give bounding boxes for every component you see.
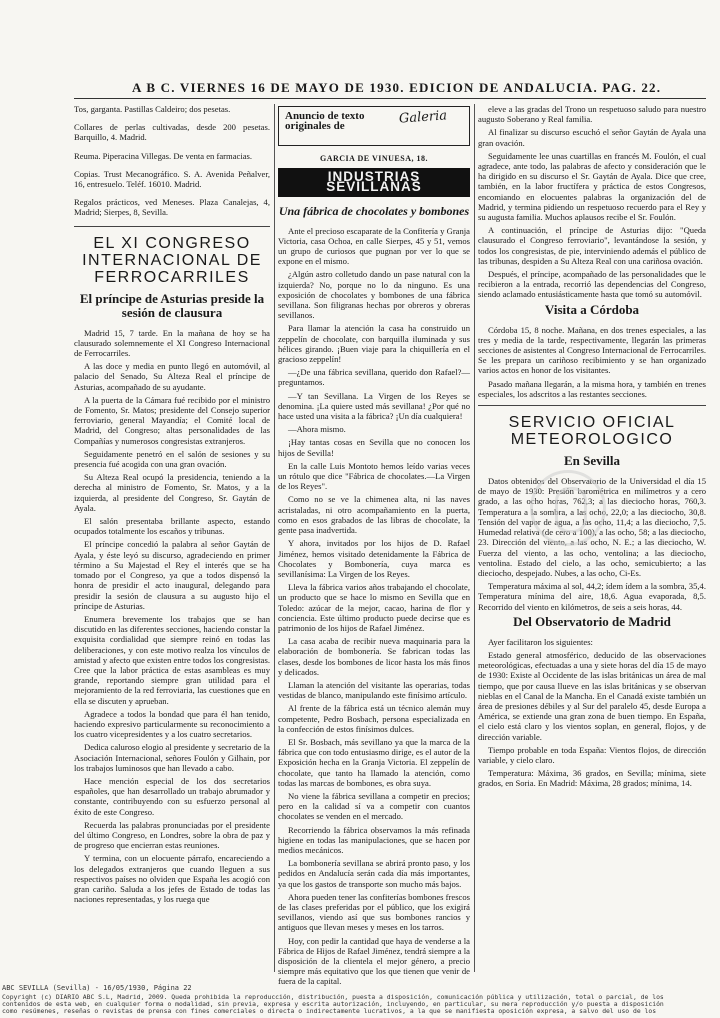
paragraph: Pasado mañana llegarán, a la misma hora, y también en trenes especiales, los adscritos a las restantes secciones. bbox=[478, 378, 706, 399]
paragraph: Para llamar la atención la casa ha construido un zeppelín de chocolate, con barquilla iluminada y sus hélices girando. ¡Buen viaje para la chiquillería en el gracioso zeppelín! bbox=[278, 323, 470, 365]
footer-copyright-line: contenidos de esta web, en cualquier forma o modalidad, sin previa, expresa y escrita autorización, incluyendo, en particular, su mera reproducción y/o puesta a disposición bbox=[2, 1000, 664, 1008]
divider bbox=[478, 405, 706, 406]
paragraph: Hace mención especial de los dos secretarios españoles, que han desarrollado un trabajo abrumador y constante, contribuyendo con su esfuerzo personal al éxito de este Congreso. bbox=[74, 775, 270, 817]
paragraph: No viene la fábrica sevillana a competir en precios; pero en la calidad sí va a competir con cuantos chocolates se venden en el mercado. bbox=[278, 790, 470, 822]
footer-source: ABC SEVILLA (Sevilla) - 16/05/1930, Página 22 bbox=[2, 984, 192, 992]
paragraph: Enumera brevemente los trabajos que se han discutido en las diferentes secciones, haciendo constar la exquisita cordialidad que siempre reinó en todas las deliberaciones, y con este motivo realza los vínculos de amistad y afecto que existen entre todos los congresistas. Cree que la labor práctica de estas asambleas es muy grande, reportando siempre gran utilidad para el mejoramiento de la red ferroviaria, las cuestiones que en ella se discuten y aprueban. bbox=[74, 613, 270, 706]
paragraph: Seguidamente penetró en el salón de sesiones y su presencia fué acogida con una gran ovación. bbox=[74, 448, 270, 470]
column-3 bbox=[478, 104, 706, 974]
paragraph: Agradece a todos la bondad que para él han tenido, haciendo expresivo particularmente su reconocimiento a los cuatro vicepresidentes y a los cuatro secretarios. bbox=[74, 708, 270, 740]
article-subtitle-madrid: Del Observatorio de Madrid bbox=[513, 613, 671, 629]
paragraph: Al finalizar su discurso escuchó el señor Gaytán de Ayala una gran ovación. bbox=[478, 127, 706, 148]
advert-line-2: originales de bbox=[285, 120, 345, 133]
paragraph: Hoy, con pedir la cantidad que haya de venderse a la Fábrica de Hijos de Rafael Jiménez, tendrá siempre a la disposición de la clientela el mejor género, a precio siempre más equitativo que los que tienen que venir de fuera de la capital. bbox=[278, 935, 470, 987]
paragraph: A continuación, el príncipe de Asturias dijo: "Queda clausurado el Congreso ferroviario", levantándose la sesión, y todos los congresistas, de pie, interviniendo además el público de las tribunas, despiden a Su Alteza Real con una cariñosa ovación. bbox=[478, 225, 706, 266]
paragraph: La bombonería sevillana se abrirá pronto paso, y los pedidos en Andalucía serán cada día más importantes, ya que los gastos de transporte son mucho más bajos. bbox=[278, 858, 470, 889]
paragraph: El Sr. Bosbach, más sevillano ya que la marca de la fábrica que con todo entusiasmo dirige, es el autor de la Exposición hecha en la Granja Victoria. El zeppelín de chocolate, que tanto ha llamado la atención, como todas las marcas de bombones, es obra suya. bbox=[278, 736, 470, 788]
footer-copyright-line: como resúmenes, reseñas o revistas de prensa con fines comerciales o directa o indirectamente lucrativos, a la que se manifiesta oposición expresa, a salvo del uso de los bbox=[2, 1007, 657, 1015]
paragraph: Dedica caluroso elogio al presidente y secretario de la Asociación Internacional, señores Foulón y Gilhain, por los trabajos luminosos que han llevado a cabo. bbox=[74, 742, 270, 773]
paragraph: Como no se ve la chimenea alta, ni las naves acristaladas, ni otro acompañamiento en la puerta, como en esos grabados de las libras de chocolate, la gente pasa inadvertida. bbox=[278, 494, 470, 536]
advert-line-1: Anuncio de texto bbox=[285, 110, 365, 122]
classified-ad: Tos, garganta. Pastillas Caldeiro; dos pesetas. bbox=[74, 104, 231, 114]
masthead-rule bbox=[74, 98, 706, 99]
paragraph: Datos obtenidos del Observatorio de la Universidad el día 15 de mayo de 1930: Presión barométrica en milímetros y a cero grado, a las ocho horas, 762,3; a las dieciocho horas, 760,3. Temperatura a la sombra, a las ocho, 22,0; a las dieciocho, 30,8. Tensión del vapor de agua, a las ocho, 11,4; a las dieciocho, 7,5. Humedad relativa (de cero a 100), a las ocho, 58; a las dieciocho, 23. Dirección del viento, a las ocho, N. E.; a las dieciocho, W. Fuerza del viento, a las ocho, ventolina; a las dieciocho, ventolina. Estado del cielo, a las ocho, semicubierto; a las dieciocho, despejado. Nubes, a las ocho, Ci-Es. bbox=[478, 476, 706, 578]
paragraph: A las doce y media en punto llegó en automóvil, al palacio del Senado, Su Alteza Real el príncipe de Asturias, acompañado de su ayudante. bbox=[74, 361, 270, 392]
article-subtitle-chocolates: Una fábrica de chocolates y bombones bbox=[278, 203, 470, 218]
article-subtitle-congreso: El príncipe de Asturias preside la sesión de clausura bbox=[79, 290, 265, 320]
paragraph: Ante el precioso escaparate de la Confitería y Granja Victoria, casa Ochoa, en calle Sierpes, 45 y 51, vemos un grupo de curiosos que pugnan por ver lo que se expone en el mismo. bbox=[278, 225, 470, 267]
paragraph: El príncipe concedió la palabra al señor Gaytán de Ayala, y éste leyó su discurso, agradeciendo en primer término a Su Majestad el Rey el interés que se ha tomado por el Congreso, ya que a todos dispensó la honra de presidir el acto inaugural, delegando para presidir la sesión de clausura a su augusto hijo el príncipe de Asturias. bbox=[74, 539, 270, 611]
paragraph: En la calle Luis Montoto hemos leído varias veces un rótulo que dice "Fábrica de chocolates.—La Virgen de los Reyes". bbox=[278, 460, 470, 492]
paragraph: Su Alteza Real ocupó la presidencia, teniendo a la derecha al ministro de Fomento, Sr. Matos, y a la izquierda, al presidente del Congreso, Sr. Gaytán de Ayala. bbox=[74, 472, 270, 513]
paragraph: Ahora pueden tener las confiterías bombones frescos de las clases preferidas por el público, que los exigirá sevillanos, viendo así que sus bombones rancios y antiguos que llevan meses y meses en los tarros. bbox=[278, 891, 470, 933]
advert-box bbox=[278, 106, 470, 146]
paragraph: A la puerta de la Cámara fué recibido por el ministro de Fomento, Sr. Matos; presidente del Consejo superior ferroviario, general Mayandía; el Comité local de Madrid, del Congreso; altas personalidades de las Compañías y numerosos congresistas extranjeros. bbox=[74, 394, 270, 446]
article-title-congreso: EL XI CONGRESO INTERNACIONAL DE FERROCARRILES bbox=[82, 234, 262, 286]
paragraph: Estado general atmosférico, deducido de las observaciones meteorológicas, efectuadas a una y siete horas del día 15 de mayo de 1930: Existe al Occidente de las islas británicas un área de mal tiempo, que por causa llueve en las islas británicas y se observan nieblas en el Canal de la Mancha. En el Canadá existe también un área de presiones débiles y al Sur del paralelo 45, desde Europa a América, se extiende una gran zona de buen tiempo. En España, el cielo está claro y los vientos soplan, en general, flojos, y de dirección variable. bbox=[478, 649, 706, 742]
article-subtitle-sevilla: En Sevilla bbox=[564, 453, 620, 469]
classified-ad: Reuma. Piperacina Villegas. De venta en farmacias. bbox=[74, 150, 253, 161]
paragraph: Madrid 15, 7 tarde. En la mañana de hoy se ha clausurado solemnemente el XI Congreso Internacional de Ferrocarriles. bbox=[74, 327, 270, 359]
paragraph: Al frente de la fábrica está un técnico alemán muy competente, Pedro Bosbach, persona especializada en la confección de estos finísimos dulces. bbox=[278, 703, 470, 734]
paragraph: La casa acaba de recibir nueva maquinaria para la elaboración de bombonería. Se fabrican todas las clases, desde los bombones de licor hasta los más finos y delicados. bbox=[278, 636, 470, 677]
paragraph: Recuerda las palabras pronunciadas por el presidente del último Congreso, en Londres, sobre la obra de paz y de progreso que encierran estas reuniones. bbox=[74, 819, 270, 851]
paragraph: Seguidamente lee unas cuartillas en francés M. Foulón, el cual agradece, ante todo, las palabras de afecto y consideración que le ha dirigido en su discurso el Sr. Gaytán de Ayala. Dice que cree, también, en la labor fructífera y práctica de estos Congresos, encomiando en elocuentes palabras la organización del de Madrid, y termina pidiendo un respetuoso recuerdo para el Rey y su augusta familia. Muchos aplausos recibe el Sr. Foulón. bbox=[478, 150, 706, 223]
paragraph: Después, el príncipe, acompañado de las personalidades que le recibieron a la entrada, recorrió las dependencias del Congreso, siendo aclamado entusiásticamente hasta que tomó su automóvil. bbox=[478, 269, 706, 300]
classified-ad: Regalos prácticos, ved Meneses. Plaza Canalejas, 4, Madrid; Sierpes, 8, Sevilla. bbox=[74, 197, 270, 218]
column-2 bbox=[278, 104, 470, 987]
footer-copyright-line: Copyright (c) DIARIO ABC S.L, Madrid, 2009. Queda prohibida la reproducción, distribución, puesta a disposición, comunicación pública y utilización, total o parcial, de los bbox=[2, 993, 664, 1001]
watermark-seal bbox=[530, 470, 606, 546]
paragraph: Tiempo probable en toda España: Vientos flojos, de dirección variable, y cielo claro. bbox=[478, 744, 706, 765]
column-rule bbox=[474, 104, 475, 972]
divider bbox=[74, 226, 270, 227]
paragraph: ¿Algún astro colletudo dando un pase natural con la izquierda? No, porque no lo da ninguno. Es una exposición de chocolates y bombones de una fábrica sevillana. Son filigranas hechas por obreros y obreras sevillanos. bbox=[278, 269, 470, 321]
paragraph: —Y tan Sevillana. La Virgen de los Reyes se denomina. ¡La quiere usted más sevillana! ¿Por qué no hace usted una visita a la fábrica? ¡Un día cualquiera! bbox=[278, 390, 470, 422]
paragraph: Llaman la atención del visitante las operarias, todas vestidas de blanco, manipulando este finísimo artículo. bbox=[278, 679, 470, 701]
advert-signature: Galeria bbox=[398, 108, 448, 127]
classified-ad: Collares de perlas cultivadas, desde 200 pesetas. Barquillo, 4. Madrid. bbox=[74, 122, 270, 143]
paragraph: Y ahora, invitados por los hijos de D. Rafael Jiménez, hemos visitado detenidamente la Fábrica de Chocolates y Bombonería, cuya marca es sevillanísima: La Virgen de los Reyes. bbox=[278, 538, 470, 579]
paragraph: Córdoba 15, 8 noche. Mañana, en dos trenes especiales, a las tres y media de la tarde, respectivamente, llegarán las primeras secciones de asistentes al Congreso Internacional de Ferrocarriles. Se les prepara un cariñoso recibimiento y se han organizado varios actos en honor de los visitantes. bbox=[478, 324, 706, 376]
article-title-cordoba: Visita a Córdoba bbox=[544, 301, 640, 317]
column-rule bbox=[274, 104, 275, 972]
section-banner-industrias: INDUSTRIAS SEVILLANAS bbox=[278, 168, 470, 196]
article-title-meteorologico: SERVICIO OFICIAL METEOROLOGICO bbox=[508, 414, 676, 449]
paragraph: ¡Hay tantas cosas en Sevilla que no conocen los hijos de Sevilla! bbox=[278, 437, 470, 458]
paragraph: Temperatura: Máxima, 36 grados, en Sevilla; mínima, siete grados, en Soria. En Madrid: Máxima, 28 grados; mínima, 14. bbox=[478, 768, 706, 789]
paragraph: —Ahora mismo. bbox=[288, 424, 346, 435]
paragraph: Ayer facilitaron los siguientes: bbox=[488, 636, 593, 647]
column-1 bbox=[74, 104, 270, 974]
paragraph: Lleva la fábrica varios años trabajando el chocolate, un producto que se hace lo mismo en Sevilla que en Toledo: azúcar de la mejor, cacao, harina de flor y conciencia. Este último producto puede decirse que es patrimonio de los hijos de Rafael Jiménez. bbox=[278, 582, 470, 633]
advert-address: GARCIA DE VINUESA, 18. bbox=[320, 154, 428, 163]
paragraph: —¿De una fábrica sevillana, querido don Rafael?—preguntamos. bbox=[278, 367, 470, 388]
paragraph: El salón presentaba brillante aspecto, estando ocupados totalmente los escaños y tribunas. bbox=[74, 516, 270, 537]
classified-ad: Copias. Trust Mecanográfico. S. A. Avenida Peñalver, 16, entresuelo. Teléf. 16010. Madrid. bbox=[74, 168, 270, 190]
masthead: A B C. VIERNES 16 DE MAYO DE 1930. EDICION DE ANDALUCIA. PAG. 22. bbox=[132, 80, 662, 95]
paragraph: eleve a las gradas del Trono un respetuoso saludo para nuestro augusto Soberano y Real familia. bbox=[478, 104, 706, 125]
paragraph: Y termina, con un elocuente párrafo, encareciendo a los delegados extranjeros que cuando lleguen a sus respectivos países no olviden que España les acogió con gran cariño. Saluda a los jefes de Estado de todas las naciones representadas, y los ruega que bbox=[74, 853, 270, 905]
paragraph: Temperatura máxima al sol, 44,2; ídem ídem a la sombra, 35,4. Temperatura mínima del aire, 18,6. Agua evaporada, 8,5. Recorrido del viento en kilómetros, de seis a seis horas, 44. bbox=[478, 581, 706, 612]
paragraph: Recorriendo la fábrica observamos la más refinada higiene en todas las manipulaciones, que se hacen por medios mecánicos. bbox=[278, 824, 470, 855]
